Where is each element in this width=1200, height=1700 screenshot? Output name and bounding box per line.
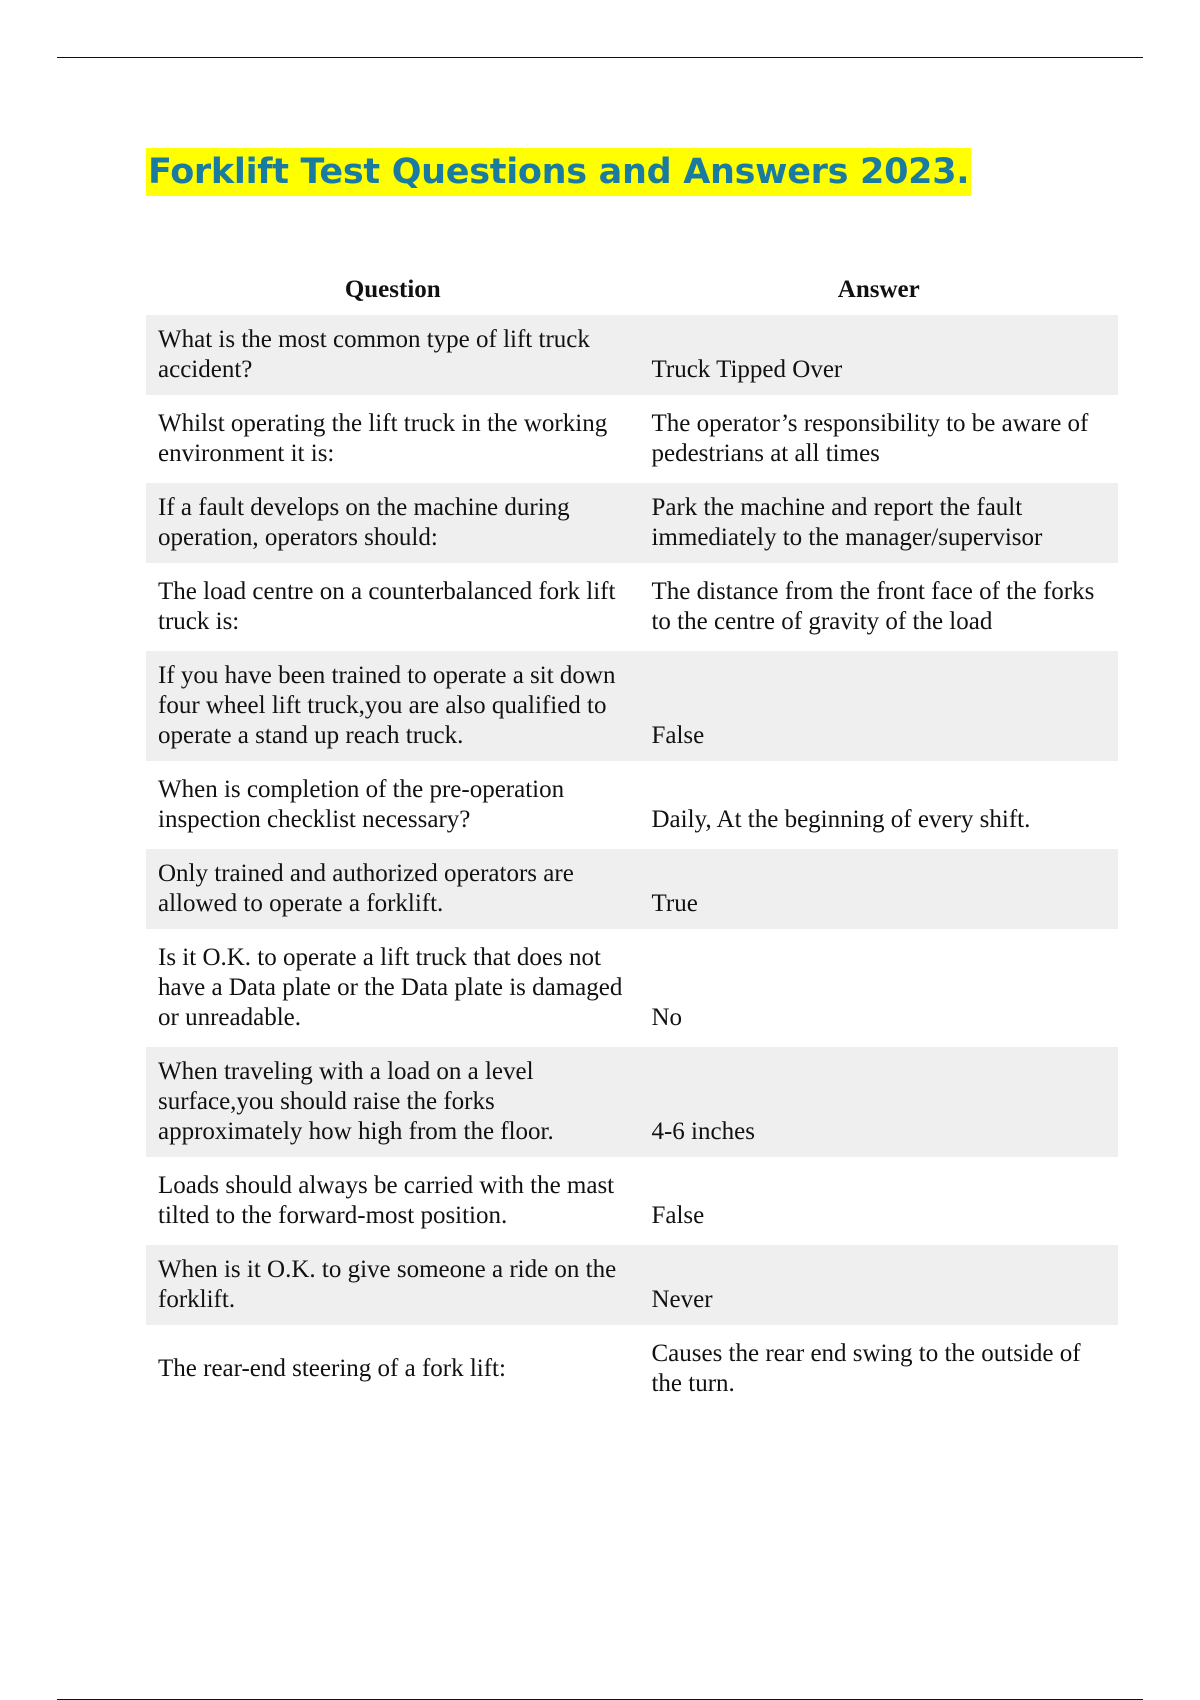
question-cell: Loads should always be carried with the mast tilted to the forward-most position. [158, 1172, 615, 1229]
answer-cell: True [639, 849, 1118, 929]
answer-cell: False [639, 651, 1118, 761]
question-cell: What is the most common type of lift truck accident? [146, 315, 639, 395]
question-cell: The rear-end steering of a fork lift: [158, 1355, 506, 1382]
page-title: Forklift Test Questions and Answers 2023. [146, 148, 971, 196]
question-cell: Whilst operating the lift truck in the working environment it is: [158, 410, 608, 467]
question-cell: The load centre on a counterbalanced fork lift truck is: [158, 578, 616, 635]
answer-cell: Park the machine and report the fault immediately to the manager/supervisor [639, 483, 1118, 563]
table-row [146, 315, 1118, 395]
table-row [146, 567, 1118, 647]
table-row [146, 933, 1118, 1043]
table-row [146, 651, 1118, 761]
title-block [146, 148, 971, 196]
table-row [146, 1245, 1118, 1325]
table-row [146, 1329, 1118, 1409]
qa-table [146, 265, 1118, 1409]
question-cell: If a fault develops on the machine during operation, operators should: [146, 483, 639, 563]
question-cell: Only trained and authorized operators are allowed to operate a forklift. [146, 849, 639, 929]
table-row [146, 399, 1118, 479]
column-header-question: Question [344, 276, 441, 303]
column-header-answer: Answer [837, 276, 920, 303]
answer-cell: The operator’s responsibility to be aware of pedestrians at all times [651, 410, 1089, 467]
answer-cell: Causes the rear end swing to the outside of the turn. [651, 1340, 1081, 1397]
answer-cell: 4-6 inches [639, 1047, 1118, 1157]
question-cell: When traveling with a load on a level surface,you should raise the forks approximately how high from the floor. [146, 1047, 639, 1157]
table-row [146, 483, 1118, 563]
answer-cell: False [651, 1202, 705, 1229]
table-row [146, 1161, 1118, 1241]
question-cell: When is completion of the pre-operation inspection checklist necessary? [158, 776, 565, 833]
question-cell: Is it O.K. to operate a lift truck that does not have a Data plate or the Data plate is damaged or unreadable. [158, 944, 623, 1031]
answer-cell: Truck Tipped Over [639, 315, 1118, 395]
answer-cell: Daily, At the beginning of every shift. [651, 806, 1031, 833]
answer-cell: The distance from the front face of the forks to the centre of gravity of the load [651, 578, 1095, 635]
top-rule [57, 57, 1143, 58]
table-row [146, 765, 1118, 845]
answer-cell: No [651, 1004, 683, 1031]
table-row [146, 1047, 1118, 1157]
table-header-row [146, 265, 1118, 315]
question-cell: When is it O.K. to give someone a ride on the forklift. [146, 1245, 639, 1325]
answer-cell: Never [639, 1245, 1118, 1325]
question-cell: If you have been trained to operate a sit down four wheel lift truck,you are also qualified to operate a stand up reach truck. [146, 651, 639, 761]
table-row [146, 849, 1118, 929]
